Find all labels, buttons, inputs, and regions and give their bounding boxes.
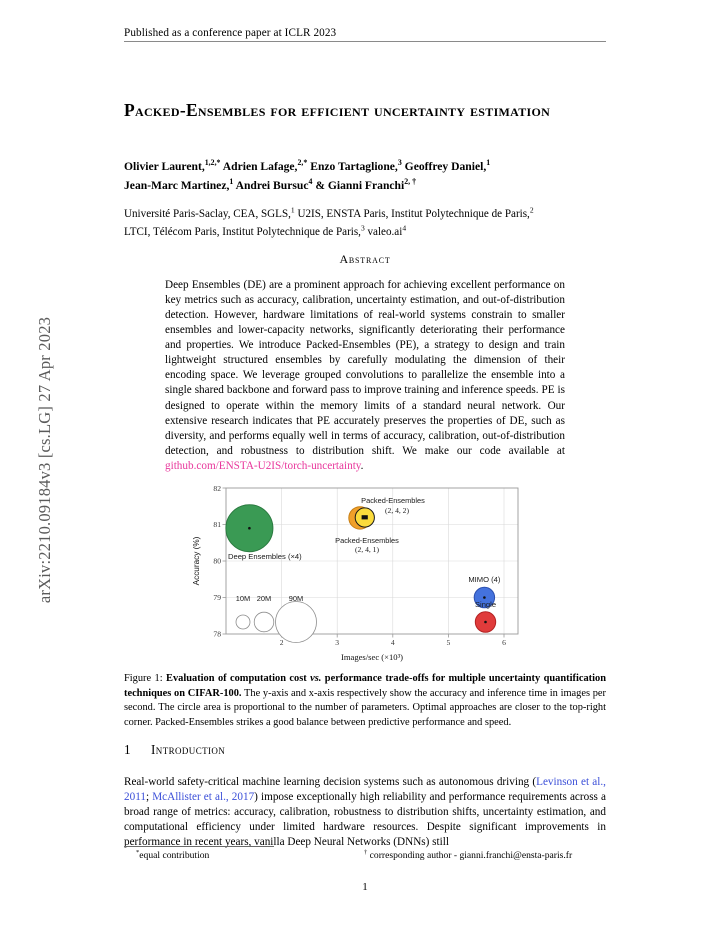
figure-caption-italic: vs.	[310, 673, 322, 684]
section-title: Introduction	[151, 742, 226, 757]
data-point-deep-ensembles[interactable]	[226, 505, 302, 561]
y-tick-label: 78	[213, 629, 221, 639]
bubble-label-packed-ensembles-242-line2: (2, 4, 2)	[384, 506, 410, 515]
intro-text: Real-world safety-critical machine learning decision systems such as autonomous driving (	[124, 776, 537, 788]
bubble-center-dot	[362, 515, 368, 519]
affiliation-list	[124, 206, 606, 242]
paper-title: Packed-Ensembles for efficient uncertainty estimation	[124, 99, 551, 120]
affiliation-entry	[297, 205, 534, 220]
bubble-label-deep-ensembles: Deep Ensembles (×4)	[228, 552, 302, 561]
arxiv-stamp	[0, 0, 70, 932]
author-name: Jean-Marc Martinez,	[124, 179, 230, 193]
figure-caption-bold-1: Evaluation of computation cost	[166, 673, 307, 684]
footnote-rule	[124, 846, 274, 847]
affiliation-text: LTCI, Télécom Paris, Institut Polytechnique de Paris,	[124, 225, 361, 238]
bubble-center-dot	[248, 527, 251, 530]
chart-y-axis	[213, 484, 226, 639]
affiliation-entry	[367, 223, 407, 238]
author-name: Adrien Lafage,	[222, 160, 298, 173]
x-tick-label: 6	[502, 638, 506, 647]
author-name: Olivier Laurent,	[124, 160, 205, 173]
author-name: Andrei Bursuc	[235, 179, 309, 193]
code-repository-link[interactable]: github.com/ENSTA-U2IS/torch-uncertainty	[165, 459, 361, 472]
y-axis-title: Accuracy (%)	[192, 536, 201, 586]
author-affiliation-marker: 1	[229, 177, 234, 187]
affiliation-text: U2IS, ENSTA Paris, Institut Polytechnique de Paris,	[297, 208, 530, 220]
x-tick-label: 4	[390, 638, 395, 647]
size-legend-bubble-90m	[276, 602, 317, 643]
section-number: 1	[124, 742, 131, 757]
footnote-marker-asterisk: *	[136, 848, 140, 856]
figure-1	[188, 482, 528, 667]
author-name: & Gianni Franchi	[315, 179, 405, 193]
size-legend-bubble-10m	[236, 615, 250, 629]
figure-caption-bold-2: performance trade-offs for multiple uncertainty quantification techniques on CIFAR-100.	[124, 673, 606, 699]
author-entry	[236, 179, 313, 192]
affiliation-text: valeo.ai	[367, 225, 403, 238]
author-name: Enzo Tartaglione,	[310, 160, 398, 173]
bubble-center-dot	[483, 596, 486, 599]
affiliation-entry	[124, 205, 295, 220]
affiliation-marker: 2	[529, 205, 534, 215]
abstract-text-tail: .	[360, 459, 364, 472]
size-legend-label-10m: 10M	[235, 594, 251, 603]
footnote-marker-dagger: †	[364, 848, 368, 856]
bubble-chart	[188, 482, 528, 667]
citation-link-mcallister[interactable]: McAllister et al., 2017	[152, 791, 255, 804]
arxiv-stamp-text: arXiv:2210.09184v3 [cs.LG] 27 Apr 2023	[35, 316, 54, 604]
page-content-column	[124, 0, 606, 932]
y-tick-label: 82	[213, 483, 221, 493]
affiliation-text: Université Paris-Saclay, CEA, SGLS,	[124, 208, 291, 220]
intro-text: ) impose exceptionally high reliability and performance requirements across a broad range of metrics: accuracy, calibration, robustness to distribution shifts, uncertainty estimation, and computational efficiency under limited hardware resources. Despite significant improvements in performance in recent years, vanilla Deep Neural Networks (DNNs) still	[124, 791, 606, 849]
running-head-rule	[124, 41, 606, 42]
author-affiliation-marker: 3	[397, 158, 402, 168]
author-entry	[405, 160, 491, 173]
bubble-center-dot	[484, 621, 487, 624]
affiliation-entry	[124, 223, 365, 238]
bubble-label-packed-ensembles-241-line1: Packed-Ensembles	[335, 536, 399, 545]
author-list	[124, 157, 606, 195]
chart-x-axis	[280, 634, 506, 647]
x-axis-title: Images/sec (×10³)	[340, 652, 404, 662]
author-affiliation-marker: 4	[308, 177, 313, 187]
x-tick-label: 2	[279, 638, 284, 647]
bubble-label-packed-ensembles-242-line1: Packed-Ensembles	[361, 496, 425, 505]
figure-caption-rest: The y-axis and x-axis respectively show the accuracy and inference time in images per second. The circle area is proportional to the number of parameters. Optimal approaches are closer to the top-right corner. Packed-Ensembles strikes a good balance between predictive performance and speed.	[124, 687, 606, 728]
abstract-heading: Abstract	[339, 252, 391, 266]
author-entry	[223, 160, 308, 173]
affiliation-marker: 3	[360, 223, 365, 233]
size-legend-label-20m: 20M	[256, 594, 272, 603]
affiliation-marker: 4	[402, 223, 407, 233]
author-affiliation-marker: 2, †	[404, 177, 417, 187]
bubble-label-packed-ensembles-241-line2: (2, 4, 1)	[354, 545, 380, 554]
author-affiliation-marker: 1	[486, 158, 491, 168]
footnote-text: equal contribution	[139, 850, 210, 861]
affiliation-marker: 1	[290, 205, 295, 215]
data-point-single[interactable]	[475, 600, 496, 632]
author-affiliation-marker: 1,2,*	[204, 158, 221, 168]
size-legend-bubble-20m	[254, 612, 274, 632]
abstract-text: Deep Ensembles (DE) are a prominent approach for achieving excellent performance on key metrics such as accuracy, calibration, uncertainty estimation, and out-of-distribution detection. However, hardware limitations of real-world systems constrain to smaller ensembles and lower-capacity networks, significantly deteriorating their performance and properties. We introduce Packed-Ensembles (PE), a strategy to design and train lightweight structured ensembles by carefully modulating the dimension of their encoding space. We leverage grouped convolutions to parallelize the ensemble into a single shared backbone and forward pass to improve training and inference speeds. PE is designed to operate within the memory limits of a standard neural network. Our extensive research indicates that PE accurately preserves the properties of DE, such as diversity, and performs equally well in terms of accuracy, calibration, out-of-distribution detection, and robustness to distribution shift. We make our code available at	[165, 279, 565, 457]
introduction-paragraph	[124, 775, 606, 850]
author-name: Geoffrey Daniel,	[404, 160, 487, 173]
data-point-packed-ensembles-242[interactable]	[355, 496, 425, 527]
footnote-corresponding-author	[364, 849, 572, 862]
x-tick-label: 3	[335, 638, 340, 647]
bubble-label-single: Single	[474, 600, 497, 609]
author-affiliation-marker: 2,*	[297, 158, 308, 168]
intro-text: ;	[145, 791, 153, 804]
bubble-label-mimo: MIMO (4)	[468, 575, 501, 584]
x-tick-label: 5	[446, 638, 451, 647]
chart-size-legend	[236, 594, 317, 643]
footnote-text: corresponding author - gianni.franchi@ensta-paris.fr	[369, 850, 573, 861]
running-head-text: Published as a conference paper at ICLR 2023	[124, 27, 337, 39]
figure-caption-number: Figure 1:	[124, 673, 163, 684]
author-entry	[124, 160, 220, 173]
section-heading-introduction	[124, 742, 606, 758]
author-entry	[315, 179, 416, 192]
figure-caption	[124, 672, 606, 730]
citation-link-levinson[interactable]: Levinson et al., 2011	[124, 776, 606, 804]
page-number: 1	[362, 881, 368, 893]
y-tick-label: 80	[213, 556, 221, 566]
y-tick-label: 79	[213, 593, 221, 602]
size-legend-label-90m: 90M	[288, 594, 304, 603]
author-entry	[124, 179, 233, 192]
running-head	[124, 27, 606, 42]
abstract-body	[165, 278, 565, 474]
chart-gridlines	[226, 488, 518, 634]
author-entry	[310, 160, 402, 173]
footnote-equal-contribution	[136, 849, 209, 862]
y-tick-label: 81	[213, 520, 221, 529]
